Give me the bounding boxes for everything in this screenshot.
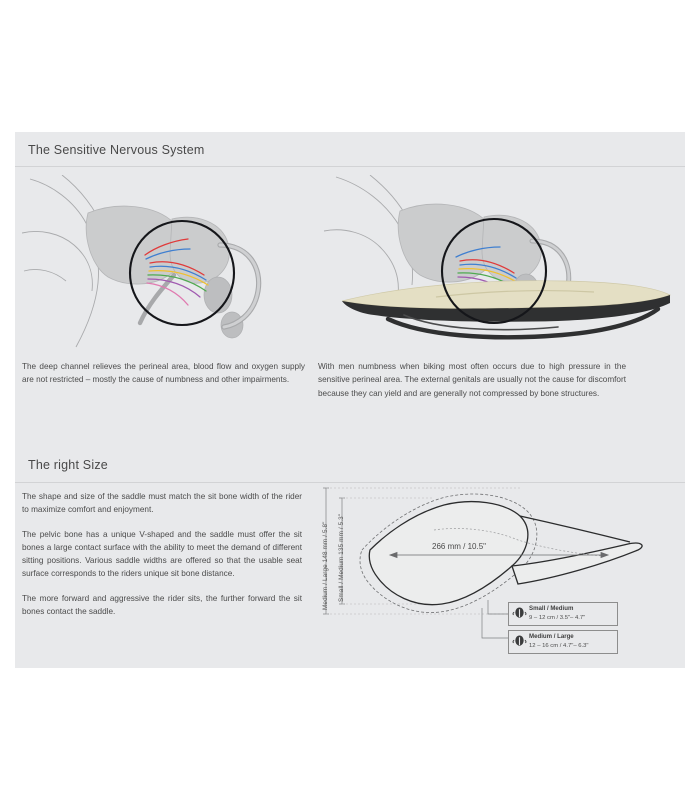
legend-title: Small / Medium — [529, 605, 574, 612]
legend-medium-large — [508, 630, 618, 654]
saddle-length-label: 266 mm / 10.5" — [432, 542, 486, 551]
section-title-right-size: The right Size — [28, 458, 108, 472]
paragraph: The more forward and aggressive the rider sits, the further forward the sit bones contact the saddle. — [22, 593, 302, 616]
saddle-width-outer-label: Medium / Large 148 mm / 5.8" — [322, 521, 329, 610]
paragraph: The shape and size of the saddle must match the sit bone width of the rider to maximize comfort and enjoyment. — [22, 492, 302, 515]
paragraph: The deep channel relieves the perineal area, blood flow and oxygen supply are not restricted – mostly the cause of numbness and other impairments. — [22, 362, 305, 385]
legend-title: Medium / Large — [529, 633, 574, 640]
saddle-nose — [512, 543, 642, 584]
section-title-nervous-system: The Sensitive Nervous System — [28, 143, 205, 157]
paragraph: The pelvic bone has a unique V-shaped and the saddle must offer the sit bones a large contact surface with the ability to meet the demand of different sitting positions. Various saddle widths are offered so that the usable seat surface corresponds to the riders unique sit bone distance. — [22, 529, 302, 579]
body-text-right-col-1 — [318, 360, 626, 409]
body-text-left-col-1 — [22, 360, 305, 396]
legend-small-medium — [508, 602, 618, 626]
sit-bone-icon — [512, 606, 527, 620]
illustration-pelvis-anatomy — [22, 175, 312, 350]
paragraph: With men numbness when biking most often occurs due to high pressure in the sensitive perineal area. The external genitals are usually not the cause for discomfort because they can yield and are generally not compressed by bone structures. — [318, 362, 626, 398]
page-footer-whitespace — [0, 668, 700, 800]
body-text-right-size — [22, 490, 302, 629]
sit-bone-icon — [512, 634, 527, 648]
saddle-width-inner-label: Small / Medium 135 mm / 5.3" — [338, 513, 345, 602]
diagram-saddle-dimensions — [312, 482, 677, 657]
legend-detail: 9 – 12 cm / 3.5"– 4.7" — [529, 614, 586, 621]
saddle-outline-small-medium — [369, 502, 528, 605]
section-divider-1 — [15, 166, 685, 167]
illustration-pelvis-on-saddle — [318, 175, 678, 350]
legend-detail: 12 – 16 cm / 4.7"– 6.3" — [529, 642, 589, 649]
